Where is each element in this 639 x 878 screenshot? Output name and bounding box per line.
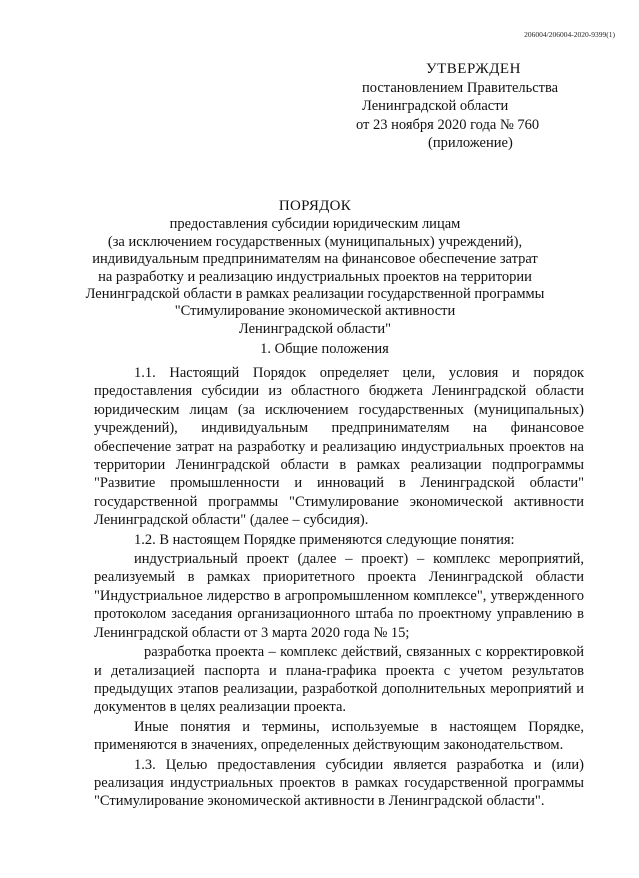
approval-line: Ленинградской области [362,98,509,114]
document-id: 206004/206004-2020-9399(1) [524,30,615,39]
approval-line: постановлением Правительства [362,79,559,96]
document-title [70,198,560,338]
title-line: на разработку и реализацию индустриальных проектов на территории [98,268,532,285]
title-line: "Стимулирование экономической активности [174,303,456,320]
title-line: (за исключением государственных (муниципальных) учреждений), [107,233,523,250]
title-line: предоставления субсидии юридическим лицам [169,216,461,233]
title-line: Ленинградской области" [238,320,392,337]
paragraph: 1.3. Целью предоставления субсидии является разработка и (или) реализация индустриальных проектов в рамках государственной программы "Стимулирование экономической активности в Ленинградской области". [94,756,584,810]
paragraph: индустриальный проект (далее – проект) – комплекс мероприятий, реализуемый в рамках приоритетного проекта Ленинградской области "Индустриальное лидерство в агропромышленном комплексе", утвержденного протоколом заседания организационного штаба по проектному управлению в Ленинградской области от 3 марта 2020 года № 15; [94,551,584,641]
title-line: индивидуальным предпринимателям на финансовое обеспечение затрат [92,251,538,268]
title-line: Ленинградской области в рамках реализации государственной программы [85,286,545,303]
title-heading: ПОРЯДОК [278,198,352,214]
approval-stamp [356,60,606,153]
section-heading: 1. Общие положения [260,341,389,357]
paragraph: разработка проекта – комплекс действий, связанных с корректировкой и детализацией паспорта и плана-графика проекта с учетом результатов предыдущих этапов реализации, разработкой дополнительных мероприятий и документов в целях реализации проекта. [94,644,584,716]
document-body [94,364,584,811]
approval-line: от 23 ноября 2020 года № 760 [356,116,540,133]
paragraph: 1.1. Настоящий Порядок определяет цели, условия и порядок предоставления субсидии из областного бюджета Ленинградской области юридическим лицам (за исключением государственных (муниципальных) учреждений), индивидуальным предпринимателям на финансовое обеспечение затрат на разработку и реализацию индустриальных проектов на территории Ленинградской области в рамках реализации подпрограммы "Развитие промышленности и инноваций в Ленинградской области" государственной программы "Стимулирование экономической активности Ленинградской области" (далее – субсидия). [94,365,584,529]
paragraph: 1.2. В настоящем Порядке применяются следующие понятия: [134,531,515,548]
approval-heading: УТВЕРЖДЕН [426,61,521,77]
approval-line: (приложение) [428,135,513,151]
paragraph: Иные понятия и термины, используемые в настоящем Порядке, применяются в значениях, определенных действующим законодательством. [94,718,584,754]
